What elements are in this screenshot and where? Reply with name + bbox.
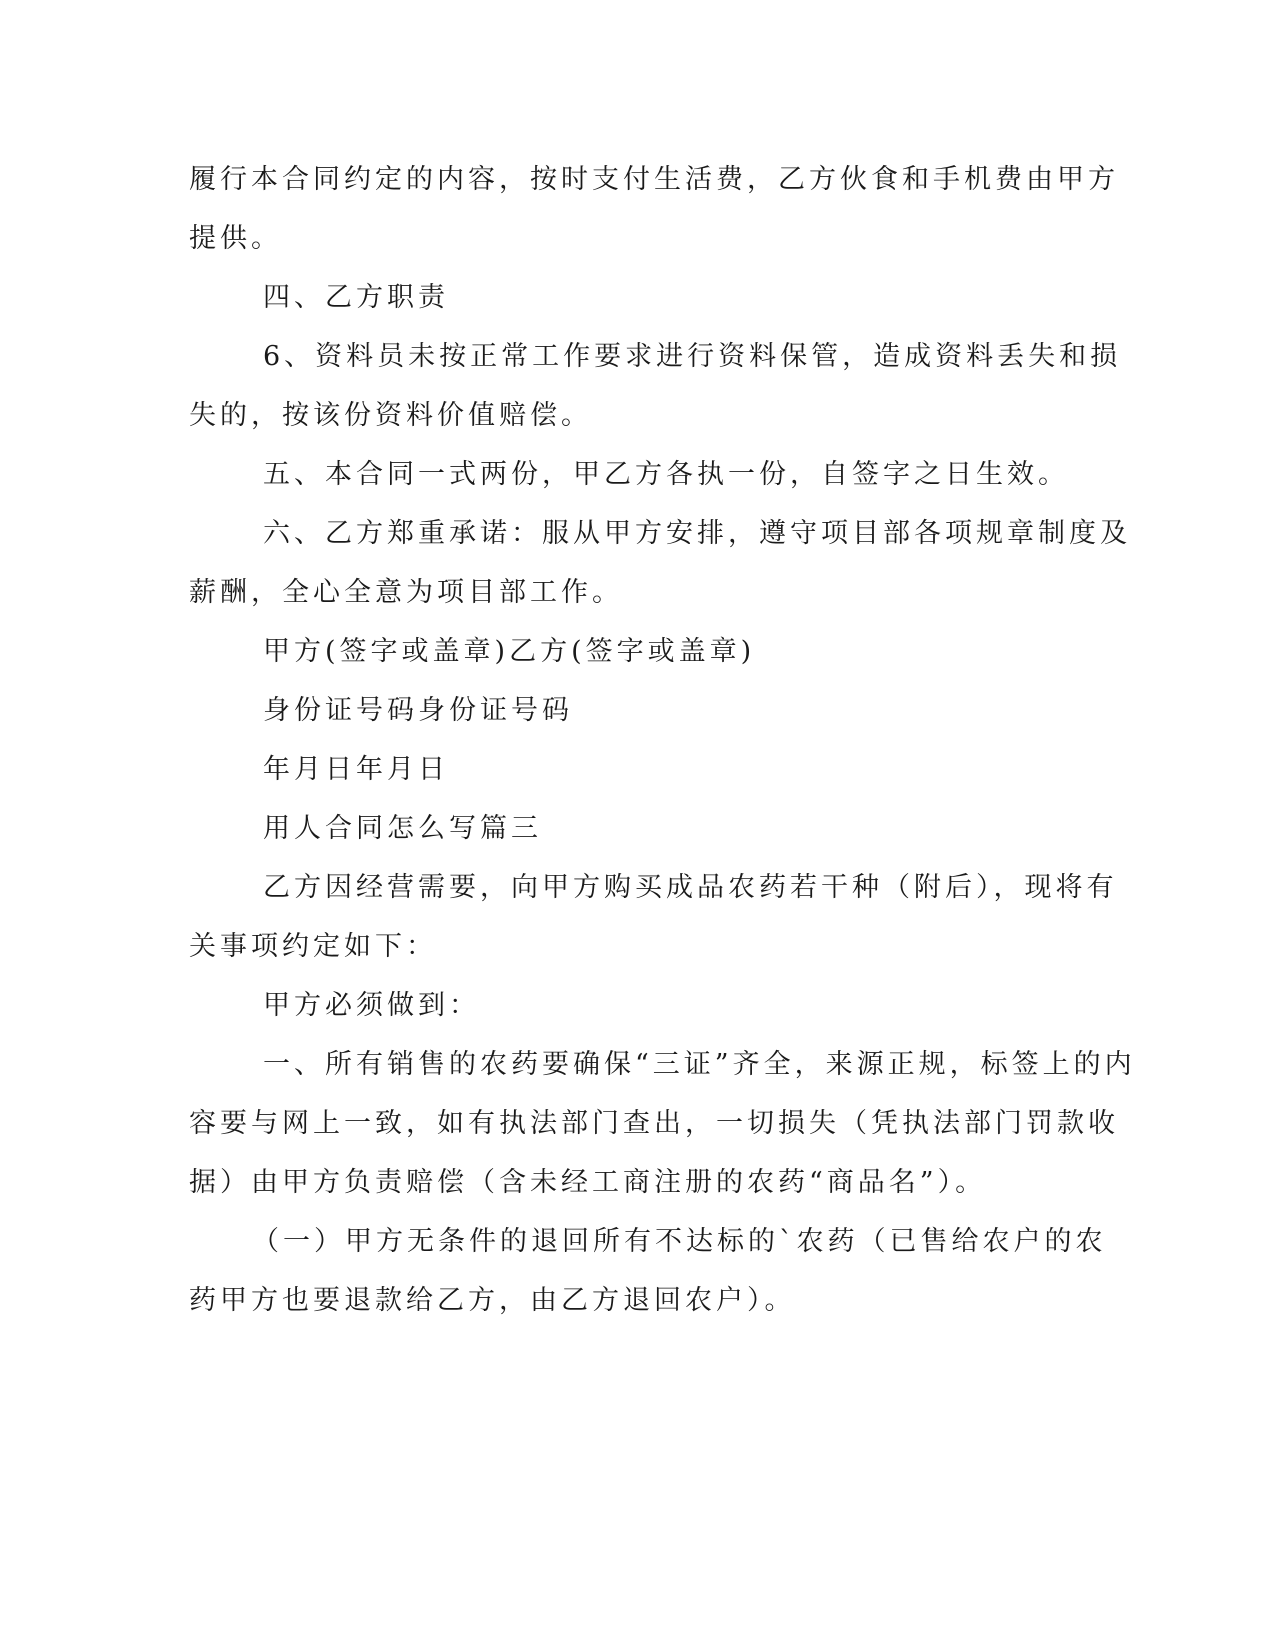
paragraph-line: 药甲方也要退款给乙方，由乙方退回农户）。 bbox=[189, 1285, 796, 1316]
paragraph-line: 履行本合同约定的内容，按时支付生活费，乙方伙食和手机费由甲方 bbox=[189, 164, 1119, 195]
date-line: 年月日年月日 bbox=[263, 754, 449, 785]
paragraph-line: 容要与网上一致，如有执法部门查出，一切损失（凭执法部门罚款收 bbox=[189, 1108, 1119, 1139]
section-heading: 四、乙方职责 bbox=[263, 282, 449, 313]
paragraph-line: 薪酬，全心全意为项目部工作。 bbox=[189, 577, 623, 608]
paragraph-line: （一）甲方无条件的退回所有不达标的`农药（已售给农户的农 bbox=[252, 1226, 1107, 1257]
paragraph-line: 关事项约定如下： bbox=[189, 931, 437, 962]
id-number-line: 身份证号码身份证号码 bbox=[263, 695, 573, 726]
paragraph-line: 一、所有销售的农药要确保“三证”齐全，来源正规，标签上的内 bbox=[263, 1049, 1136, 1080]
paragraph-line: 6、资料员未按正常工作要求进行资料保管，造成资料丢失和损 bbox=[263, 341, 1122, 372]
paragraph-line: 失的，按该份资料价值赔偿。 bbox=[189, 400, 592, 431]
paragraph-line: 提供。 bbox=[189, 223, 282, 254]
paragraph-line: 五、本合同一式两份，甲乙方各执一份，自签字之日生效。 bbox=[263, 459, 1069, 490]
paragraph-line: 甲方必须做到： bbox=[263, 990, 480, 1021]
section-title: 用人合同怎么写篇三 bbox=[263, 813, 542, 844]
paragraph-line: 据）由甲方负责赔偿（含未经工商注册的农药“商品名”）。 bbox=[189, 1167, 987, 1198]
signature-line: 甲方(签字或盖章)乙方(签字或盖章) bbox=[263, 636, 756, 667]
paragraph-line: 乙方因经营需要，向甲方购买成品农药若干种（附后），现将有 bbox=[263, 872, 1118, 903]
paragraph-line: 六、乙方郑重承诺：服从甲方安排，遵守项目部各项规章制度及 bbox=[263, 518, 1131, 549]
